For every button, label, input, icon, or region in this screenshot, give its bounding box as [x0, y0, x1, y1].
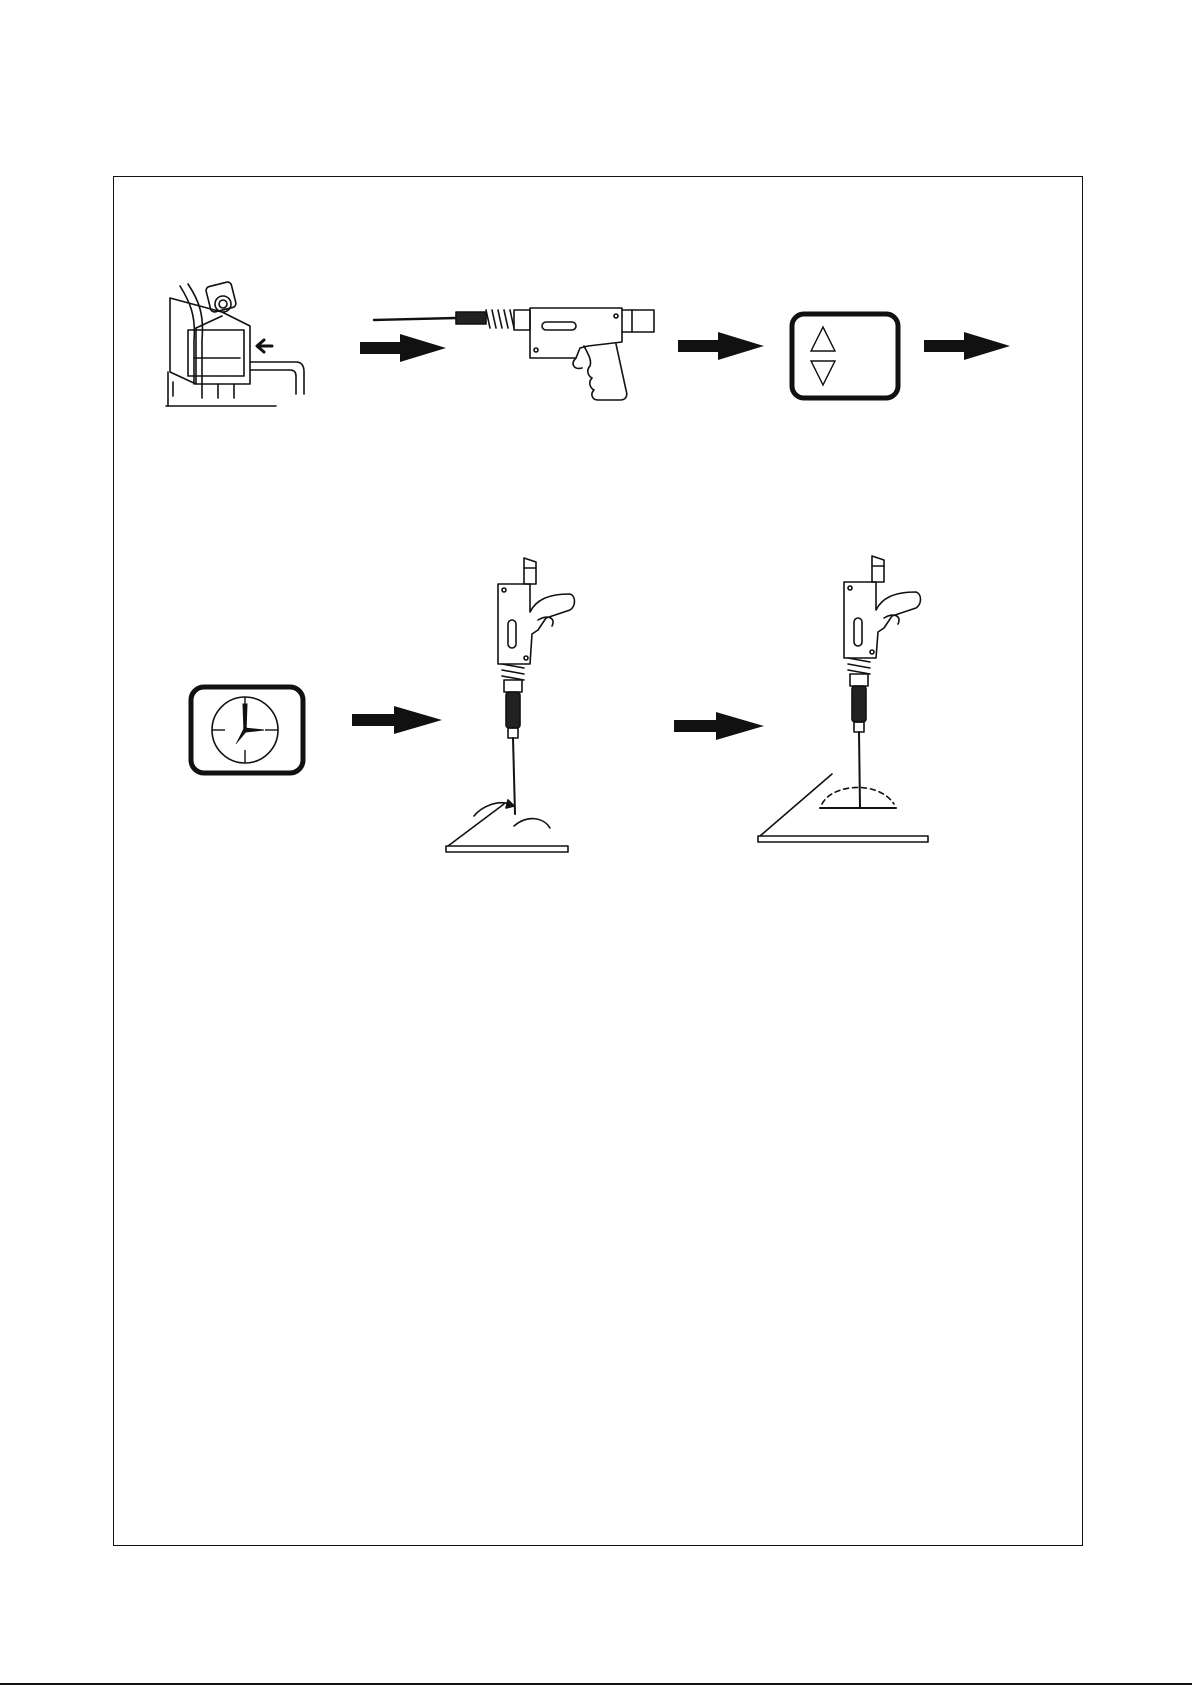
clock-icon — [188, 684, 306, 776]
flow-arrow — [678, 332, 764, 360]
flow-arrow — [674, 712, 764, 740]
up-down-arrows-icon — [789, 311, 901, 401]
welding-gun-icon — [370, 302, 660, 406]
welding-gun-vertical-icon — [756, 552, 938, 852]
welding-machine-icon — [160, 268, 310, 418]
flow-arrow — [924, 332, 1010, 360]
flow-arrow — [352, 706, 442, 734]
welding-gun-vertical-icon — [444, 554, 574, 856]
